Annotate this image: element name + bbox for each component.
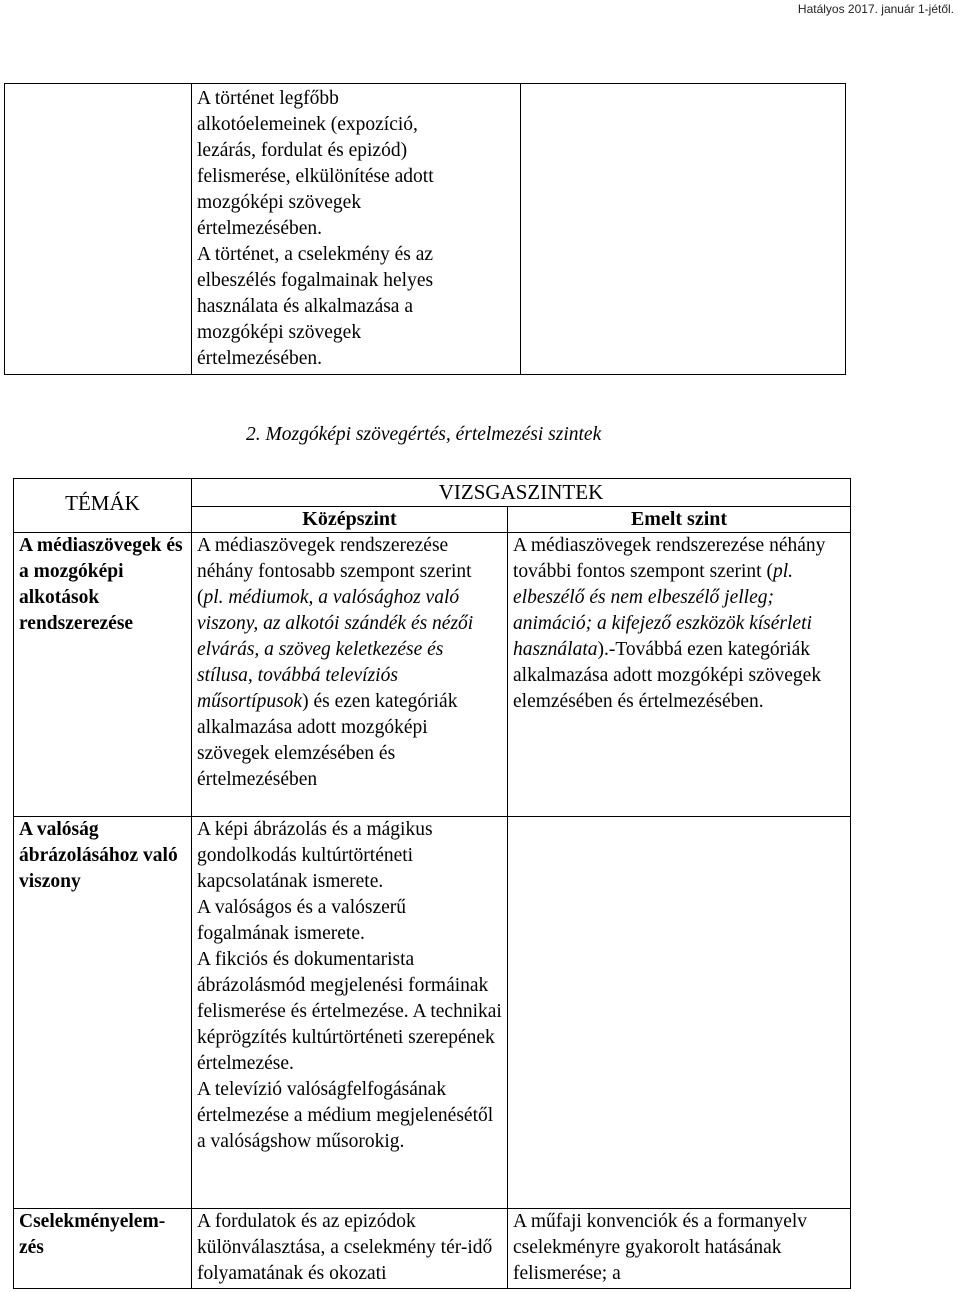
continued-middle-line: használata és alkalmazása a [197,296,413,317]
topic-valosag: A valóság ábrázolásához való viszony [19,819,178,892]
section-title: 2. Mozgóképi szövegértés, értelmezési szintek [246,424,602,445]
temak-header-cell [14,479,192,533]
kozepszint-header-cell [192,507,508,533]
vizsgaszintek-table [13,478,851,1289]
kozep-cell-mediaszovegek [192,533,508,817]
emelt-text-cselekmeny: A műfaji konvenciók és a formanyelv cselekményre gyakorolt hatásának felismerése; a [513,1211,808,1284]
continued-middle-line: értelmezésében. [197,218,323,239]
kozep-cell-cselekmeny [192,1209,508,1289]
continued-middle-line: mozgóképi szövegek [197,192,362,213]
kozep-text-valosag: A képi ábrázolás és a mágikus gondolkodás kultúrtörténeti kapcsolatának ismerete. A valóságos és a valószerű fogalmának ismerete. A fikciós és dokumentarista ábrázolásmód megjelenési formáinak felismerése és értelmezése. A technikai képrögzítés kultúrtörténeti szerepének értelmezése. A televízió valóságfelfogásának értelmezése a médium megjelenésétől a valóságshow műsorokig. [197,819,502,1152]
continued-middle-text [197,86,515,372]
topic-cselekmenyelemzes: Cselekményelem-zés [19,1211,166,1258]
continued-emelt-cell [521,84,846,375]
kozep-cell-valosag [192,817,508,1209]
validity-header-note: Hatályos 2017. január 1-jétől. [797,2,954,16]
emelt-cell-cselekmeny [508,1209,851,1289]
continued-table [4,83,846,375]
topic-cell-cselekmeny [14,1209,192,1289]
kozep-text-mediaszovegek: A médiaszövegek rendszerezése néhány fontosabb szempont szerint (pl. médiumok, a valósághoz való viszony, az alkotói szándék és nézői elvárás, a szöveg keletkezése és stílusa, továbbá televíziós műsortípusok) és ezen kategóriák alkalmazása adott mozgóképi szövegek elemzésében és értelmezésében [197,535,474,790]
continued-topic-cell [5,84,192,375]
continued-middle-line: A történet, a cselekmény és az [197,244,434,265]
emelt-text-mediaszovegek: A médiaszövegek rendszerezése néhány további fontos szempont szerint (pl. elbeszélő és nem elbeszélő jelleg; animáció; a kifejező eszközök kísérleti használata).-Továbbá ezen kategóriák alkalmazása adott mozgóképi szövegek elemzésében és értelmezésében. [513,535,826,712]
continued-middle-cell [192,84,521,375]
continued-middle-line: elbeszélés fogalmainak helyes [197,270,434,291]
emelt-szint-header: Emelt szint [630,508,728,530]
continued-middle-line: felismerése, elkülönítése adott [197,166,434,187]
continued-middle-line: lezárás, fordulat és epizód) [197,140,408,161]
emelt-szint-header-cell [508,507,851,533]
vizsgaszintek-header: VIZSGASZINTEK [438,480,604,504]
continued-middle-line: értelmezésében. [197,348,323,369]
kozep-text-cselekmeny: A fordulatok és az epizódok különválasztása, a cselekmény tér-idő folyamatának és okozati [197,1211,493,1284]
continued-middle-line: mozgóképi szövegek [197,322,362,343]
topic-cell-valosag [14,817,192,1209]
kozepszint-header: Középszint [302,508,397,530]
emelt-cell-valosag [508,817,851,1209]
temak-header: TÉMÁK [65,491,140,515]
continued-middle-line: A történet legfőbb [197,88,339,109]
emelt-cell-mediaszovegek [508,533,851,817]
continued-middle-line: alkotóelemeinek (expozíció, [197,114,418,135]
topic-mediaszovegek: A médiaszövegek és a mozgóképi alkotások rendszerezése [19,535,183,634]
topic-cell-mediaszovegek [14,533,192,817]
vizsgaszintek-header-cell [192,479,851,507]
